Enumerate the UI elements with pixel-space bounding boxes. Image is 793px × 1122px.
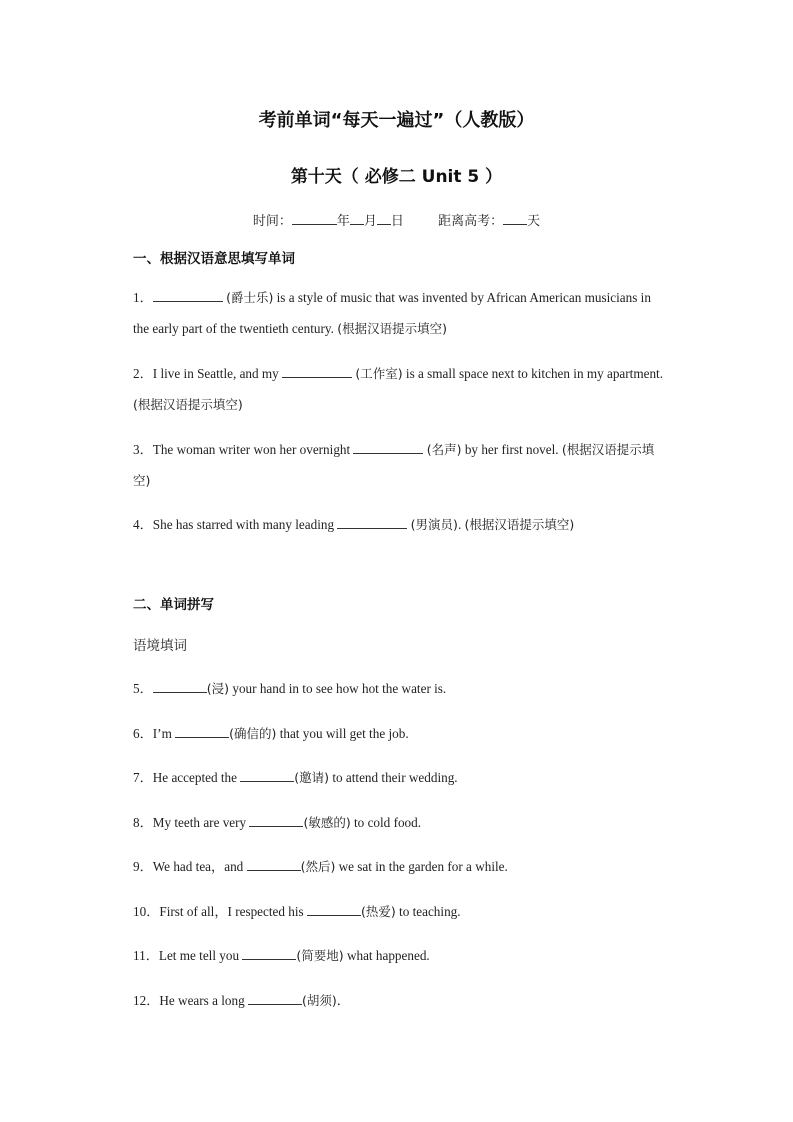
instruction-note: (根据汉语提示填空): [133, 397, 243, 412]
question-item: 6．I’m (确信的) that you will get the job.: [133, 726, 409, 741]
day-label: 日: [390, 214, 404, 229]
chinese-hint: (名声): [426, 442, 462, 457]
time-label: 时间：: [252, 214, 292, 229]
question-number: 7．: [133, 770, 153, 785]
chinese-hint: (浸): [206, 681, 230, 696]
answer-blank[interactable]: [353, 440, 423, 454]
answer-blank[interactable]: [307, 902, 361, 916]
answer-blank[interactable]: [242, 946, 296, 960]
question-number: 5．: [133, 681, 153, 696]
question-number: 2．: [133, 366, 153, 381]
answer-blank[interactable]: [248, 991, 302, 1005]
question-item: 4．She has starred with many leading (男演员). (根据汉语提示填空): [133, 517, 575, 532]
chinese-hint: (确信的): [229, 726, 277, 741]
year-label: 年: [336, 214, 350, 229]
section-heading: 二、单词拼写: [133, 597, 214, 613]
answer-blank[interactable]: [153, 679, 207, 693]
chinese-hint: (邀请): [294, 770, 330, 785]
instruction-note: (根据汉语提示填空): [133, 442, 655, 488]
days-unit: 天: [527, 214, 541, 229]
question-item: 8．My teeth are very (敏感的) to cold food.: [133, 815, 422, 830]
question-item: 10．First of all，I respected his (热爱) to teaching.: [133, 904, 461, 919]
year-blank[interactable]: [292, 211, 337, 225]
question-item: 2．I live in Seattle, and my (工作室) is a small space next to kitchen in my apartment. (根据汉语提示填空): [133, 366, 664, 412]
answer-blank[interactable]: [175, 724, 229, 738]
question-item: 9．We had tea，and (然后) we sat in the garden for a while.: [133, 859, 508, 874]
chinese-hint: (工作室): [355, 366, 403, 381]
answer-blank[interactable]: [249, 813, 303, 827]
answer-blank[interactable]: [240, 768, 294, 782]
chinese-hint: (敏感的): [303, 815, 351, 830]
question-number: 3．: [133, 442, 153, 457]
chinese-hint: (热爱): [360, 904, 396, 919]
question-number: 8．: [133, 815, 153, 830]
page-title: 考前单词“每天一遍过”（人教版）: [258, 110, 535, 131]
days-blank[interactable]: [503, 211, 527, 225]
answer-blank[interactable]: [247, 857, 301, 871]
question-item: 11．Let me tell you (简要地) what happened.: [133, 948, 430, 963]
chinese-hint: (简要地): [296, 948, 344, 963]
answer-blank[interactable]: [337, 515, 407, 529]
answer-blank[interactable]: [282, 364, 352, 378]
question-number: 9．: [133, 859, 153, 874]
question-item: 7．He accepted the (邀请) to attend their wedding.: [133, 770, 458, 785]
chinese-hint: (爵士乐): [226, 290, 274, 305]
time-line: [0, 210, 793, 229]
answer-blank[interactable]: [153, 288, 223, 302]
question-number: 1．: [133, 290, 153, 305]
chinese-hint: (然后): [300, 859, 336, 874]
question-number: 6．: [133, 726, 153, 741]
page-subtitle: 第十天（ 必修二 Unit 5 ）: [290, 167, 503, 187]
section-heading: 一、根据汉语意思填写单词: [133, 251, 295, 267]
question-number: 11．: [133, 948, 159, 963]
chinese-hint: (胡须): [302, 993, 337, 1008]
question-number: 10．: [133, 904, 160, 919]
instruction-note: (根据汉语提示填空): [464, 517, 575, 532]
day-blank[interactable]: [377, 211, 391, 225]
question-item: 1． (爵士乐) is a style of music that was invented by African American musicians in the early part of the twentieth century. (根据汉语提示填空): [133, 290, 651, 336]
question-item: 3．The woman writer won her overnight (名声) by her first novel. (根据汉语提示填空): [133, 442, 655, 488]
instruction-note: (根据汉语提示填空): [337, 321, 447, 336]
month-label: 月: [363, 214, 377, 229]
month-blank[interactable]: [350, 211, 364, 225]
question-number: 4．: [133, 517, 153, 532]
section-subheading: 语境填词: [133, 638, 187, 654]
question-item: 5． (浸) your hand in to see how hot the water is.: [133, 681, 447, 696]
question-number: 12．: [133, 993, 160, 1008]
question-item: 12．He wears a long (胡须)．: [133, 993, 350, 1008]
gaokao-label: 距离高考：: [438, 214, 504, 229]
chinese-hint: (男演员): [410, 517, 458, 532]
